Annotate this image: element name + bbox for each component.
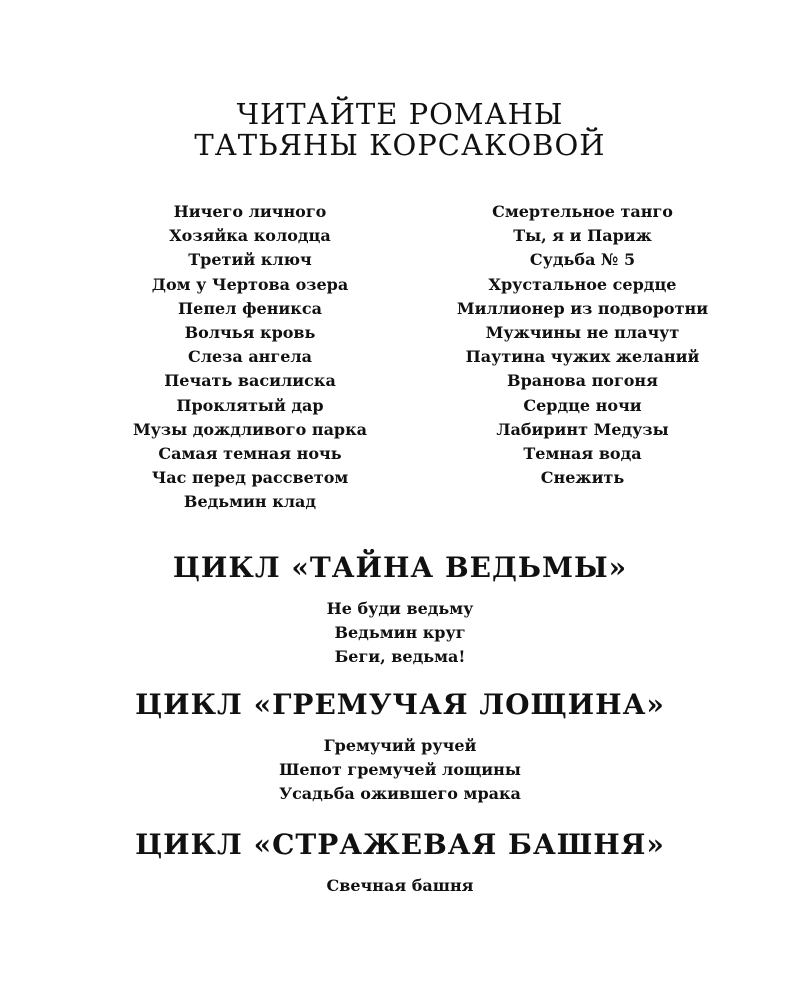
series-book-list [0,597,800,670]
novel-title: Музы дождливого парка [132,419,368,439]
novel-title: Слеза ангела [187,347,313,367]
novel-title: Ты, я и Париж [513,226,652,246]
series-title: ЦИКЛ «СТРАЖЕВАЯ БАШНЯ» [135,828,665,861]
novel-title: Лабиринт Медузы [496,419,669,439]
series-gremuchaya-loshchina [0,688,800,807]
novel-title: Час перед рассветом [151,468,349,488]
novel-title: Паутина чужих желаний [465,347,700,367]
novel-title: Хозяйка колодца [169,226,331,246]
page-title-line-1: ЧИТАЙТЕ РОМАНЫ [236,97,564,131]
series-book-list [0,734,800,807]
novel-title: Снежить [540,468,625,488]
novel-title: Волчья кровь [184,323,316,343]
novels-list-left [100,200,400,515]
series-book-title: Ведьмин круг [334,623,466,643]
page-title-line-2: ТАТЬЯНЫ КОРСАКОВОЙ [194,128,606,162]
novel-title: Смертельное танго [492,202,673,221]
series-book-title: Свечная башня [326,876,474,895]
novel-title: Пепел феникса [178,298,322,318]
novel-title: Ведьмин клад [183,492,317,512]
series-strazhevaya-bashnya [0,828,800,898]
series-book-title: Беги, ведьма! [334,647,466,667]
series-book-list [0,874,800,898]
novel-title: Миллионер из подворотни [456,298,709,318]
novel-title: Вранова погоня [507,371,658,391]
series-title: ЦИКЛ «ГРЕМУЧАЯ ЛОЩИНА» [135,688,665,721]
novel-title: Сердце ночи [523,395,642,415]
series-book-title: Гремучий ручей [323,736,477,755]
novel-title: Мужчины не плачут [485,323,680,343]
series-witch-secret [0,551,800,670]
novel-title: Дом у Чертова озера [151,274,349,294]
series-book-title: Усадьба ожившего мрака [279,784,521,804]
series-book-title: Не буди ведьму [326,599,474,618]
novel-title: Самая темная ночь [158,444,342,464]
novel-title: Третий ключ [188,250,312,270]
novel-title: Судьба № 5 [529,250,636,270]
series-title: ЦИКЛ «ТАЙНА ВЕДЬМЫ» [172,551,628,584]
novel-title: Проклятый дар [176,395,324,415]
novel-title: Темная вода [523,444,642,464]
series-book-title: Шепот гремучей лощины [279,760,521,780]
novel-title: Ничего личного [173,202,327,221]
novels-list-right [430,200,735,490]
novel-title: Печать василиска [164,371,336,391]
novel-title: Хрустальное сердце [488,274,677,294]
